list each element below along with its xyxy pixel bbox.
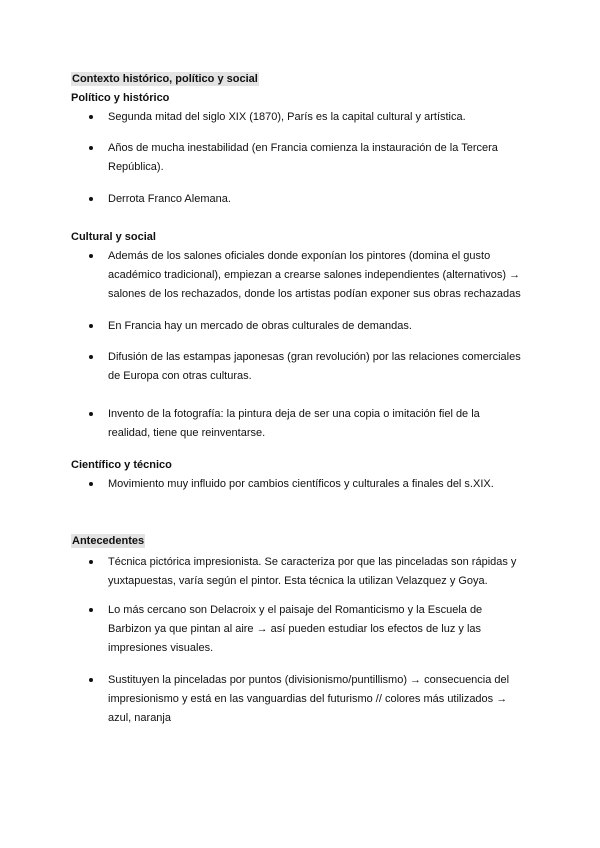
list-item-text: En Francia hay un mercado de obras culturales de demandas. xyxy=(108,320,412,332)
bullet-point xyxy=(89,678,93,682)
bullet-point xyxy=(89,324,93,328)
section-title-contexto-text: Contexto histórico, político y social xyxy=(72,73,258,85)
list-item-text: impresionismo y está en las vanguardias del futurismo // colores más utilizados → xyxy=(108,693,508,705)
section-title-antecedentes xyxy=(71,534,145,548)
section-title-antecedentes-text: Antecedentes xyxy=(72,535,145,547)
list-item-text: Barbizon ya que pintan al aire → así pueden estudiar los efectos de luz y las xyxy=(108,623,482,635)
list-item-text: de Europa con otras culturas. xyxy=(108,370,252,382)
subsection-title-politico: Político y histórico xyxy=(71,92,170,104)
bullet-point xyxy=(89,412,93,416)
list-item-text: realidad, tiene que reinventarse. xyxy=(108,427,266,439)
list-item-text: salones de los rechazados, donde los artistas podían exponer sus obras rechazadas xyxy=(108,288,521,300)
bullet-point xyxy=(89,115,93,119)
list-item-text: Técnica pictórica impresionista. Se caracteriza por que las pinceladas son rápidas y xyxy=(108,556,517,568)
list-item-text: Años de mucha inestabilidad (en Francia comienza la instauración de la Tercera xyxy=(108,142,498,154)
list-item-text: impresiones visuales. xyxy=(108,642,214,654)
bullet-point xyxy=(89,355,93,359)
list-item-text: azul, naranja xyxy=(108,712,171,724)
list-item-text: Segunda mitad del siglo XIX (1870), París es la capital cultural y artística. xyxy=(108,111,466,123)
list-item-text: Difusión de las estampas japonesas (gran revolución) por las relaciones comerciales xyxy=(108,351,521,363)
section-title-contexto xyxy=(71,72,259,86)
list-item-text: Sustituyen la pinceladas por puntos (divisionismo/puntillismo) → consecuencia del xyxy=(108,674,510,686)
bullet-point xyxy=(89,608,93,612)
list-item-text: Invento de la fotografía: la pintura deja de ser una copia o imitación fiel de la xyxy=(108,408,480,420)
list-item-text: República). xyxy=(108,161,164,173)
list-item-text: yuxtapuestas, varía según el pintor. Esta técnica la utilizan Velazquez y Goya. xyxy=(108,575,488,587)
bullet-point xyxy=(89,197,93,201)
list-item-text: Derrota Franco Alemana. xyxy=(108,193,231,205)
subsection-title-cultural: Cultural y social xyxy=(71,231,156,243)
bullet-point xyxy=(89,146,93,150)
bullet-point xyxy=(89,254,93,258)
list-item-text: Además de los salones oficiales donde exponían los pintores (domina el gusto xyxy=(108,250,491,262)
bullet-point xyxy=(89,482,93,486)
list-item-text: Lo más cercano son Delacroix y el paisaje del Romanticismo y la Escuela de xyxy=(108,604,483,616)
bullet-point xyxy=(89,560,93,564)
subsection-title-cientifico: Científico y técnico xyxy=(71,459,172,471)
list-item-text: académico tradicional), empiezan a crearse salones independientes (alternativos) → xyxy=(108,269,521,281)
list-item-text: Movimiento muy influido por cambios científicos y culturales a finales del s.XIX. xyxy=(108,478,494,490)
